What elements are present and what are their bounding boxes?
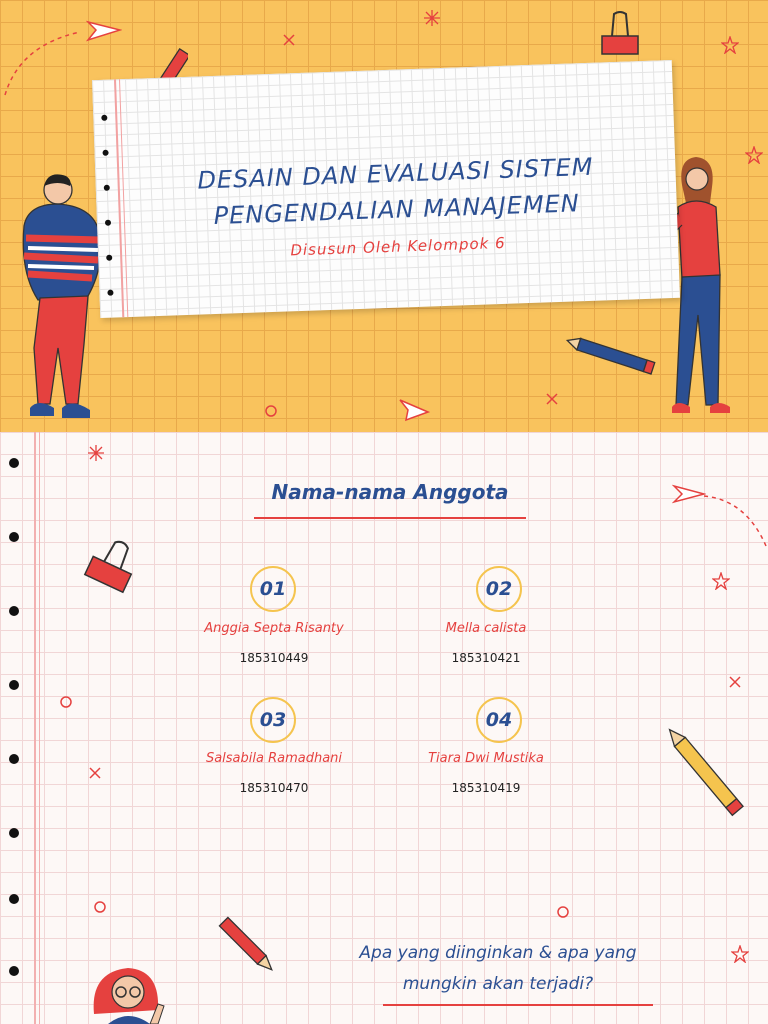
cover-title-line2: PENGENDALIAN MANAJEMEN (213, 189, 581, 231)
member-number-badge: 04 (476, 697, 522, 743)
paper-hole (105, 220, 111, 226)
pencil-icon (565, 333, 660, 378)
circle-doodle (59, 695, 73, 709)
notebook-hole (9, 966, 19, 976)
girl-with-glasses-illustration (88, 962, 178, 1024)
section-title-underline (254, 517, 526, 519)
cross-icon (546, 393, 558, 405)
notebook-hole (9, 754, 19, 764)
next-section-line2: mungkin akan terjadi? (402, 974, 594, 994)
notebook-margin-line (34, 432, 36, 1024)
member-nim: 185310470 (239, 781, 309, 795)
members-section-title: Nama-nama Anggota (271, 480, 509, 504)
cross-icon (283, 34, 295, 46)
next-section-underline (383, 1004, 653, 1006)
notebook-hole (9, 680, 19, 690)
circle-doodle (264, 404, 278, 418)
next-section-heading (318, 938, 678, 1000)
sparkle-icon (88, 445, 104, 461)
cover-subtitle: Disusun Oleh Kelompok 6 (290, 233, 506, 260)
sparkle-icon (424, 10, 440, 26)
notebook-hole (9, 828, 19, 838)
dashed-path-doodle (700, 490, 768, 550)
star-icon (745, 146, 763, 164)
cover-paper (92, 60, 680, 318)
member-nim: 185310419 (451, 781, 521, 795)
paper-hole (102, 150, 108, 156)
members-background (0, 432, 768, 1024)
member-name: Anggia Septa Risanty (204, 621, 344, 636)
cross-icon (729, 676, 741, 688)
cover-title-line1: DESAIN DAN EVALUASI SISTEM (197, 152, 594, 195)
notebook-hole (9, 606, 19, 616)
paper-hole (107, 290, 113, 296)
binder-clip-icon (600, 10, 640, 58)
next-section-line1: Apa yang diinginkan & apa yang (359, 943, 637, 963)
member-nim: 185310421 (451, 651, 521, 665)
cross-icon (89, 767, 101, 779)
pencil-icon (660, 722, 756, 832)
binder-clip-icon (80, 535, 142, 601)
member-number-badge: 02 (476, 566, 522, 612)
star-icon (712, 572, 730, 590)
pencil-icon (210, 910, 284, 980)
paper-plane-icon (86, 20, 122, 42)
member-number-badge: 01 (250, 566, 296, 612)
notebook-hole (9, 894, 19, 904)
circle-doodle (93, 900, 107, 914)
notebook-margin-line (39, 432, 40, 1024)
star-icon (721, 36, 739, 54)
paper-hole (106, 255, 112, 261)
member-name: Mella calista (445, 621, 527, 636)
paper-plane-icon (398, 398, 430, 422)
notebook-hole (9, 532, 19, 542)
paper-hole (101, 115, 107, 121)
star-icon (731, 945, 749, 963)
member-name: Salsabila Ramadhani (205, 751, 343, 766)
member-nim: 185310449 (239, 651, 309, 665)
paper-hole (104, 185, 110, 191)
circle-doodle (556, 905, 570, 919)
member-name: Tiara Dwi Mustika (428, 751, 544, 766)
member-number-badge: 03 (250, 697, 296, 743)
notebook-hole (9, 458, 19, 468)
